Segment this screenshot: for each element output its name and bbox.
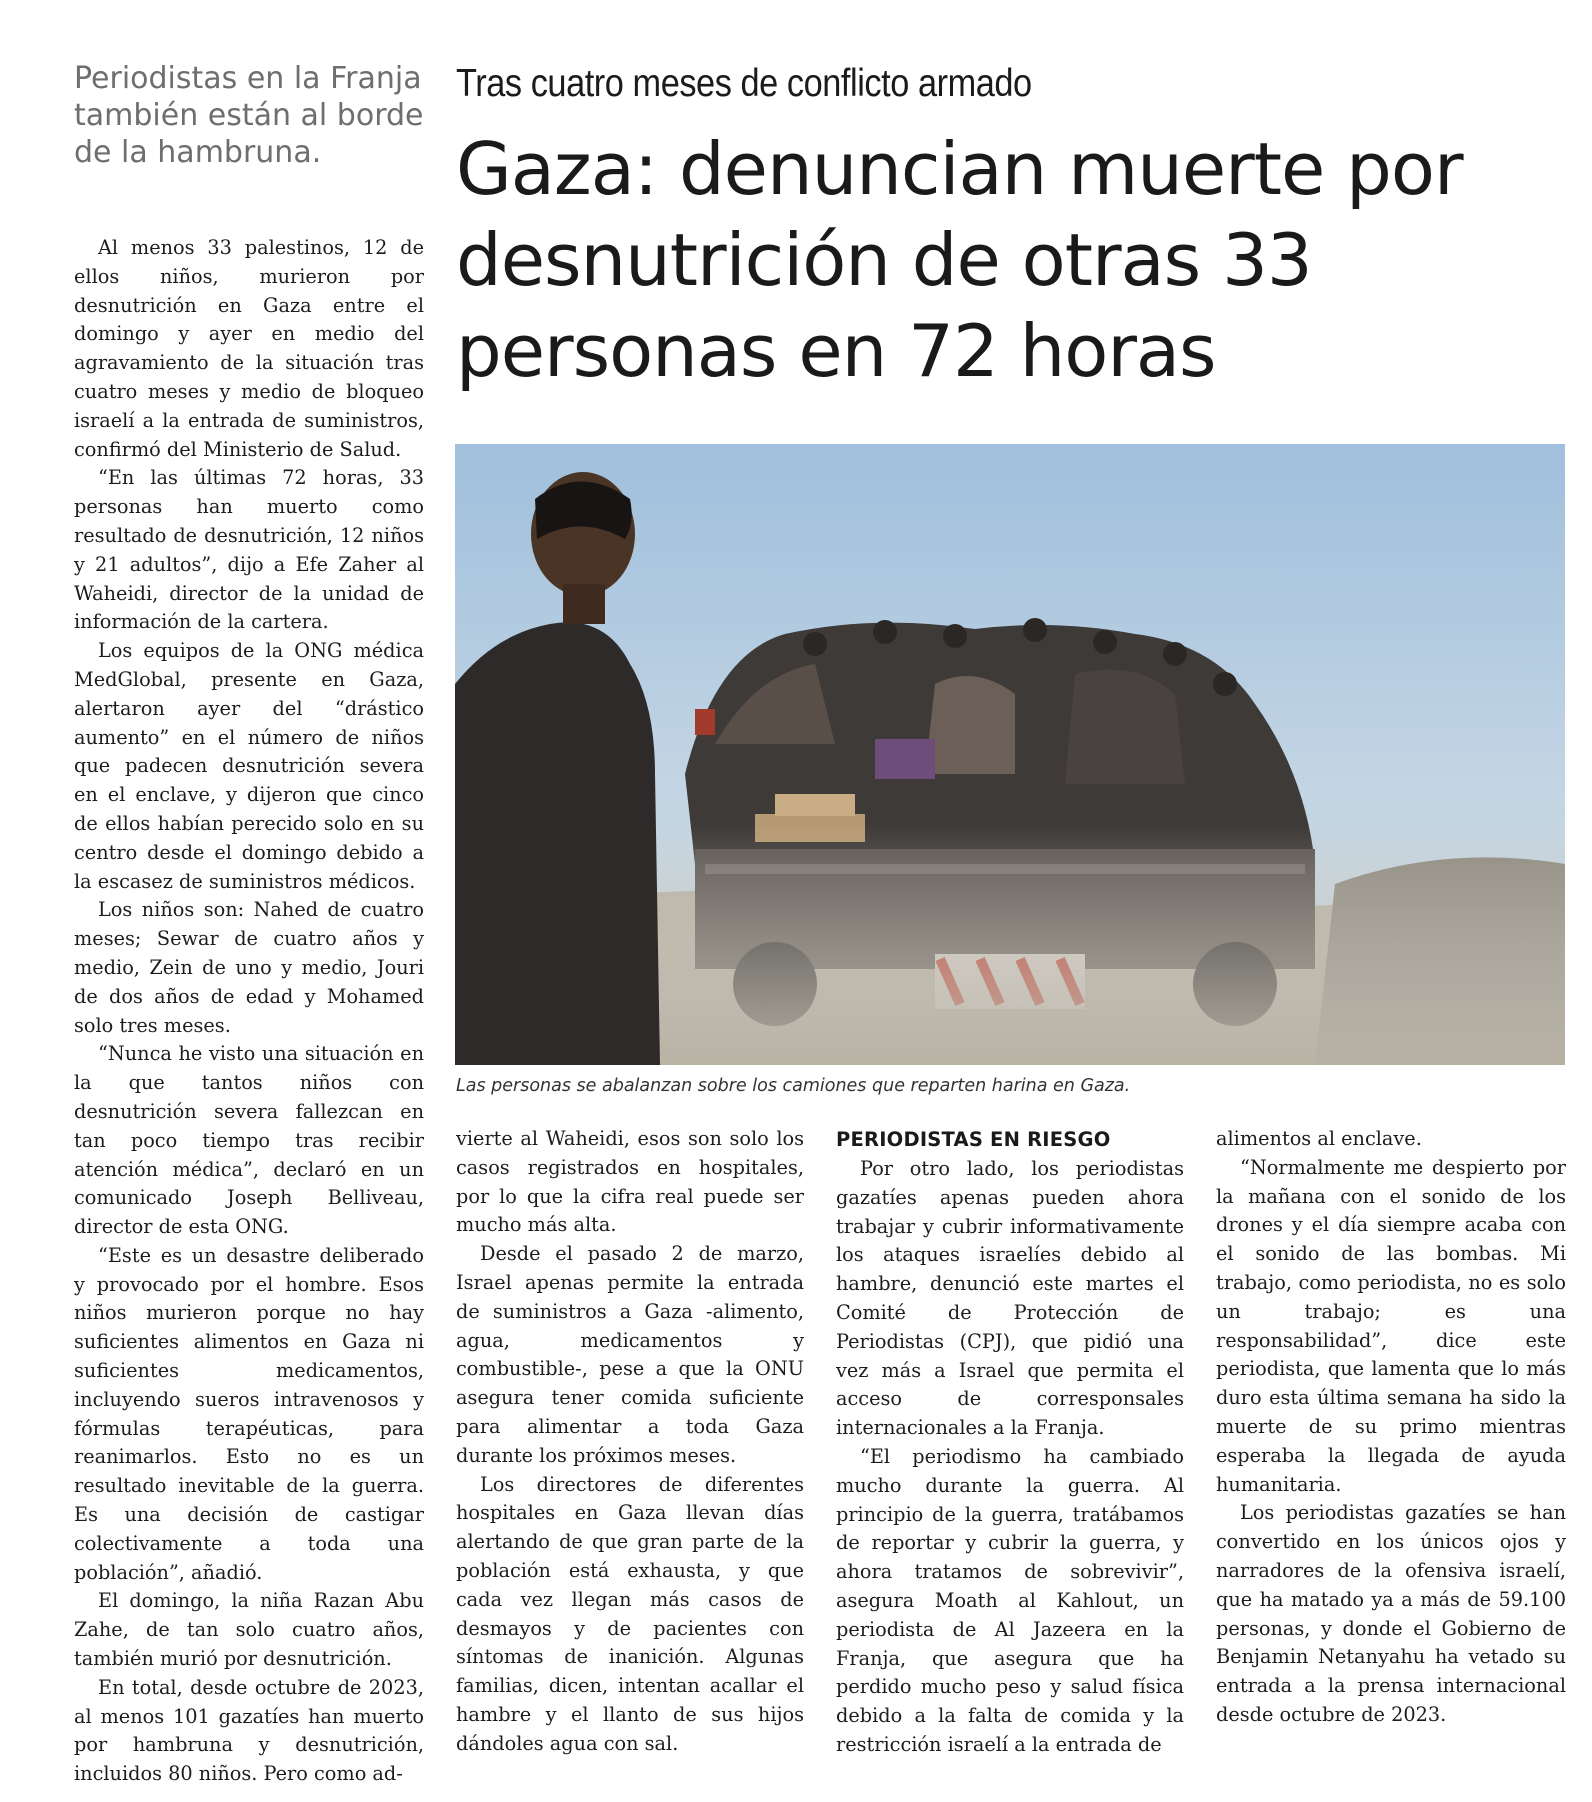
paragraph: Los directores de diferentes hospitales en Gaza llevan días alertando de que gran parte de la población está exhausta, y que cada vez llegan más casos de desmayos y de pacientes con síntomas de inanición. Algunas familias, dicen, intentan acallar el hambre y el llanto de sus hijos dándoles agua con sal.	[456, 1472, 804, 1755]
news-photo	[455, 444, 1565, 1065]
article-column-4	[1216, 1125, 1566, 1730]
section-subhead: PERIODISTAS EN RIESGO	[836, 1128, 1111, 1151]
article-column-2	[456, 1125, 804, 1759]
paragraph: “En las últimas 72 horas, 33 personas han muerto como resultado de desnutrición, 12 niños y 21 adultos”, dijo a Efe Zaher al Waheidi, director de la unidad de información de la cartera.	[74, 466, 424, 634]
paragraph: vierte al Waheidi, esos son solo los casos registrados en hospitales, por lo que la cifra real puede ser mucho más alta.	[456, 1127, 804, 1237]
paragraph: alimentos al enclave.	[1216, 1127, 1422, 1150]
paragraph: “Este es un desastre deliberado y provocado por el hombre. Esos niños murieron porque no hay suficientes alimentos en Gaza ni suficientes medicamentos, incluyendo sueros intravenosos y fórmulas terapéuticas, para reanimarlos. Esto no es un resultado inevitable de la guerra. Es una decisión de castigar colectivamente a toda una población”, añadió.	[74, 1243, 424, 1584]
paragraph: El domingo, la niña Razan Abu Zahe, de tan solo cuatro años, también murió por desnutrición.	[74, 1589, 424, 1671]
article-column-1	[74, 234, 424, 1789]
paragraph: Por otro lado, los periodistas gazatíes apenas pueden ahora trabajar y cubrir informativamente los ataques israelíes debido al hambre, denunció este martes el Comité de Protección de Periodistas (CPJ), que pidió una vez más a Israel que permita el acceso de corresponsales internacionales a la Franja.	[836, 1157, 1184, 1440]
paragraph: Los equipos de la ONG médica MedGlobal, presente en Gaza, alertaron ayer del “drástico aumento” en el número de niños que padecen desnutrición severa en el enclave, y dijeron que cinco de ellos habían perecido solo en su centro desde el domingo debido a la escasez de suministros médicos.	[74, 639, 424, 893]
photo-caption: Las personas se abalanzan sobre los camiones que reparten harina en Gaza.	[456, 1076, 1131, 1096]
paragraph: En total, desde octubre de 2023, al menos 101 gazatíes han muerto por hambruna y desnutrición, incluidos 80 niños. Pero como ad-	[74, 1675, 424, 1786]
paragraph: “El periodismo ha cambiado mucho durante la guerra. Al principio de la guerra, tratábamos de reportar y cubrir la guerra, y ahora tratamos de sobrevivir”, asegura Moath al Kahlout, un periodista de Al Jazeera en la Franja, que asegura que ha perdido mucho peso y salud física debido a la falta de comida y la restricción israelí a la entrada de	[836, 1444, 1184, 1756]
sidebar-headline: Periodistas en la Franja también están al borde de la hambruna.	[74, 61, 424, 170]
article-kicker: Tras cuatro meses de conflicto armado	[456, 62, 1032, 105]
paragraph: Los niños son: Nahed de cuatro meses; Sewar de cuatro años y medio, Zein de uno y medio, Jouri de dos años de edad y Mohamed solo tres meses.	[74, 898, 424, 1037]
paragraph: “Normalmente me despierto por la mañana con el sonido de los drones y el día siempre acaba con el sonido de las bombas. Mi trabajo, como periodista, no es solo un trabajo; es una responsabilidad”, dice este periodista, que lamenta que lo más duro esta última semana ha sido la muerte de su primo mientras esperaba la llegada de ayuda humanitaria.	[1216, 1155, 1566, 1496]
paragraph: “Nunca he visto una situación en la que tantos niños con desnutrición severa fallezcan en tan poco tiempo tras recibir atención médica”, declaró en un comunicado Joseph Belliveau, director de esta ONG.	[74, 1042, 424, 1239]
paragraph: Al menos 33 palestinos, 12 de ellos niños, murieron por desnutrición en Gaza entre el domingo y ayer en medio del agravamiento de la situación tras cuatro meses y medio de bloqueo israelí a la entrada de suministros, confirmó del Ministerio de Salud.	[74, 236, 424, 461]
paragraph: Los periodistas gazatíes se han convertido en los únicos ojos y narradores de la ofensiva israelí, que ha matado ya a más de 59.100 personas, y donde el Gobierno de Benjamin Netanyahu ha vetado su entrada a la prensa internacional desde octubre de 2023.	[1216, 1501, 1566, 1726]
article-headline: Gaza: denuncian muerte por desnutrición de otras 33 personas en 72 horas	[456, 127, 1463, 393]
truck-crowd-illustration	[455, 444, 1565, 1065]
paragraph: Desde el pasado 2 de marzo, Israel apenas permite la entrada de suministros a Gaza -alimento, agua, medicamentos y combustible-, pese a que la ONU asegura tener comida suficiente para alimentar a toda Gaza durante los próximos meses.	[456, 1242, 804, 1467]
article-column-3	[836, 1125, 1184, 1760]
